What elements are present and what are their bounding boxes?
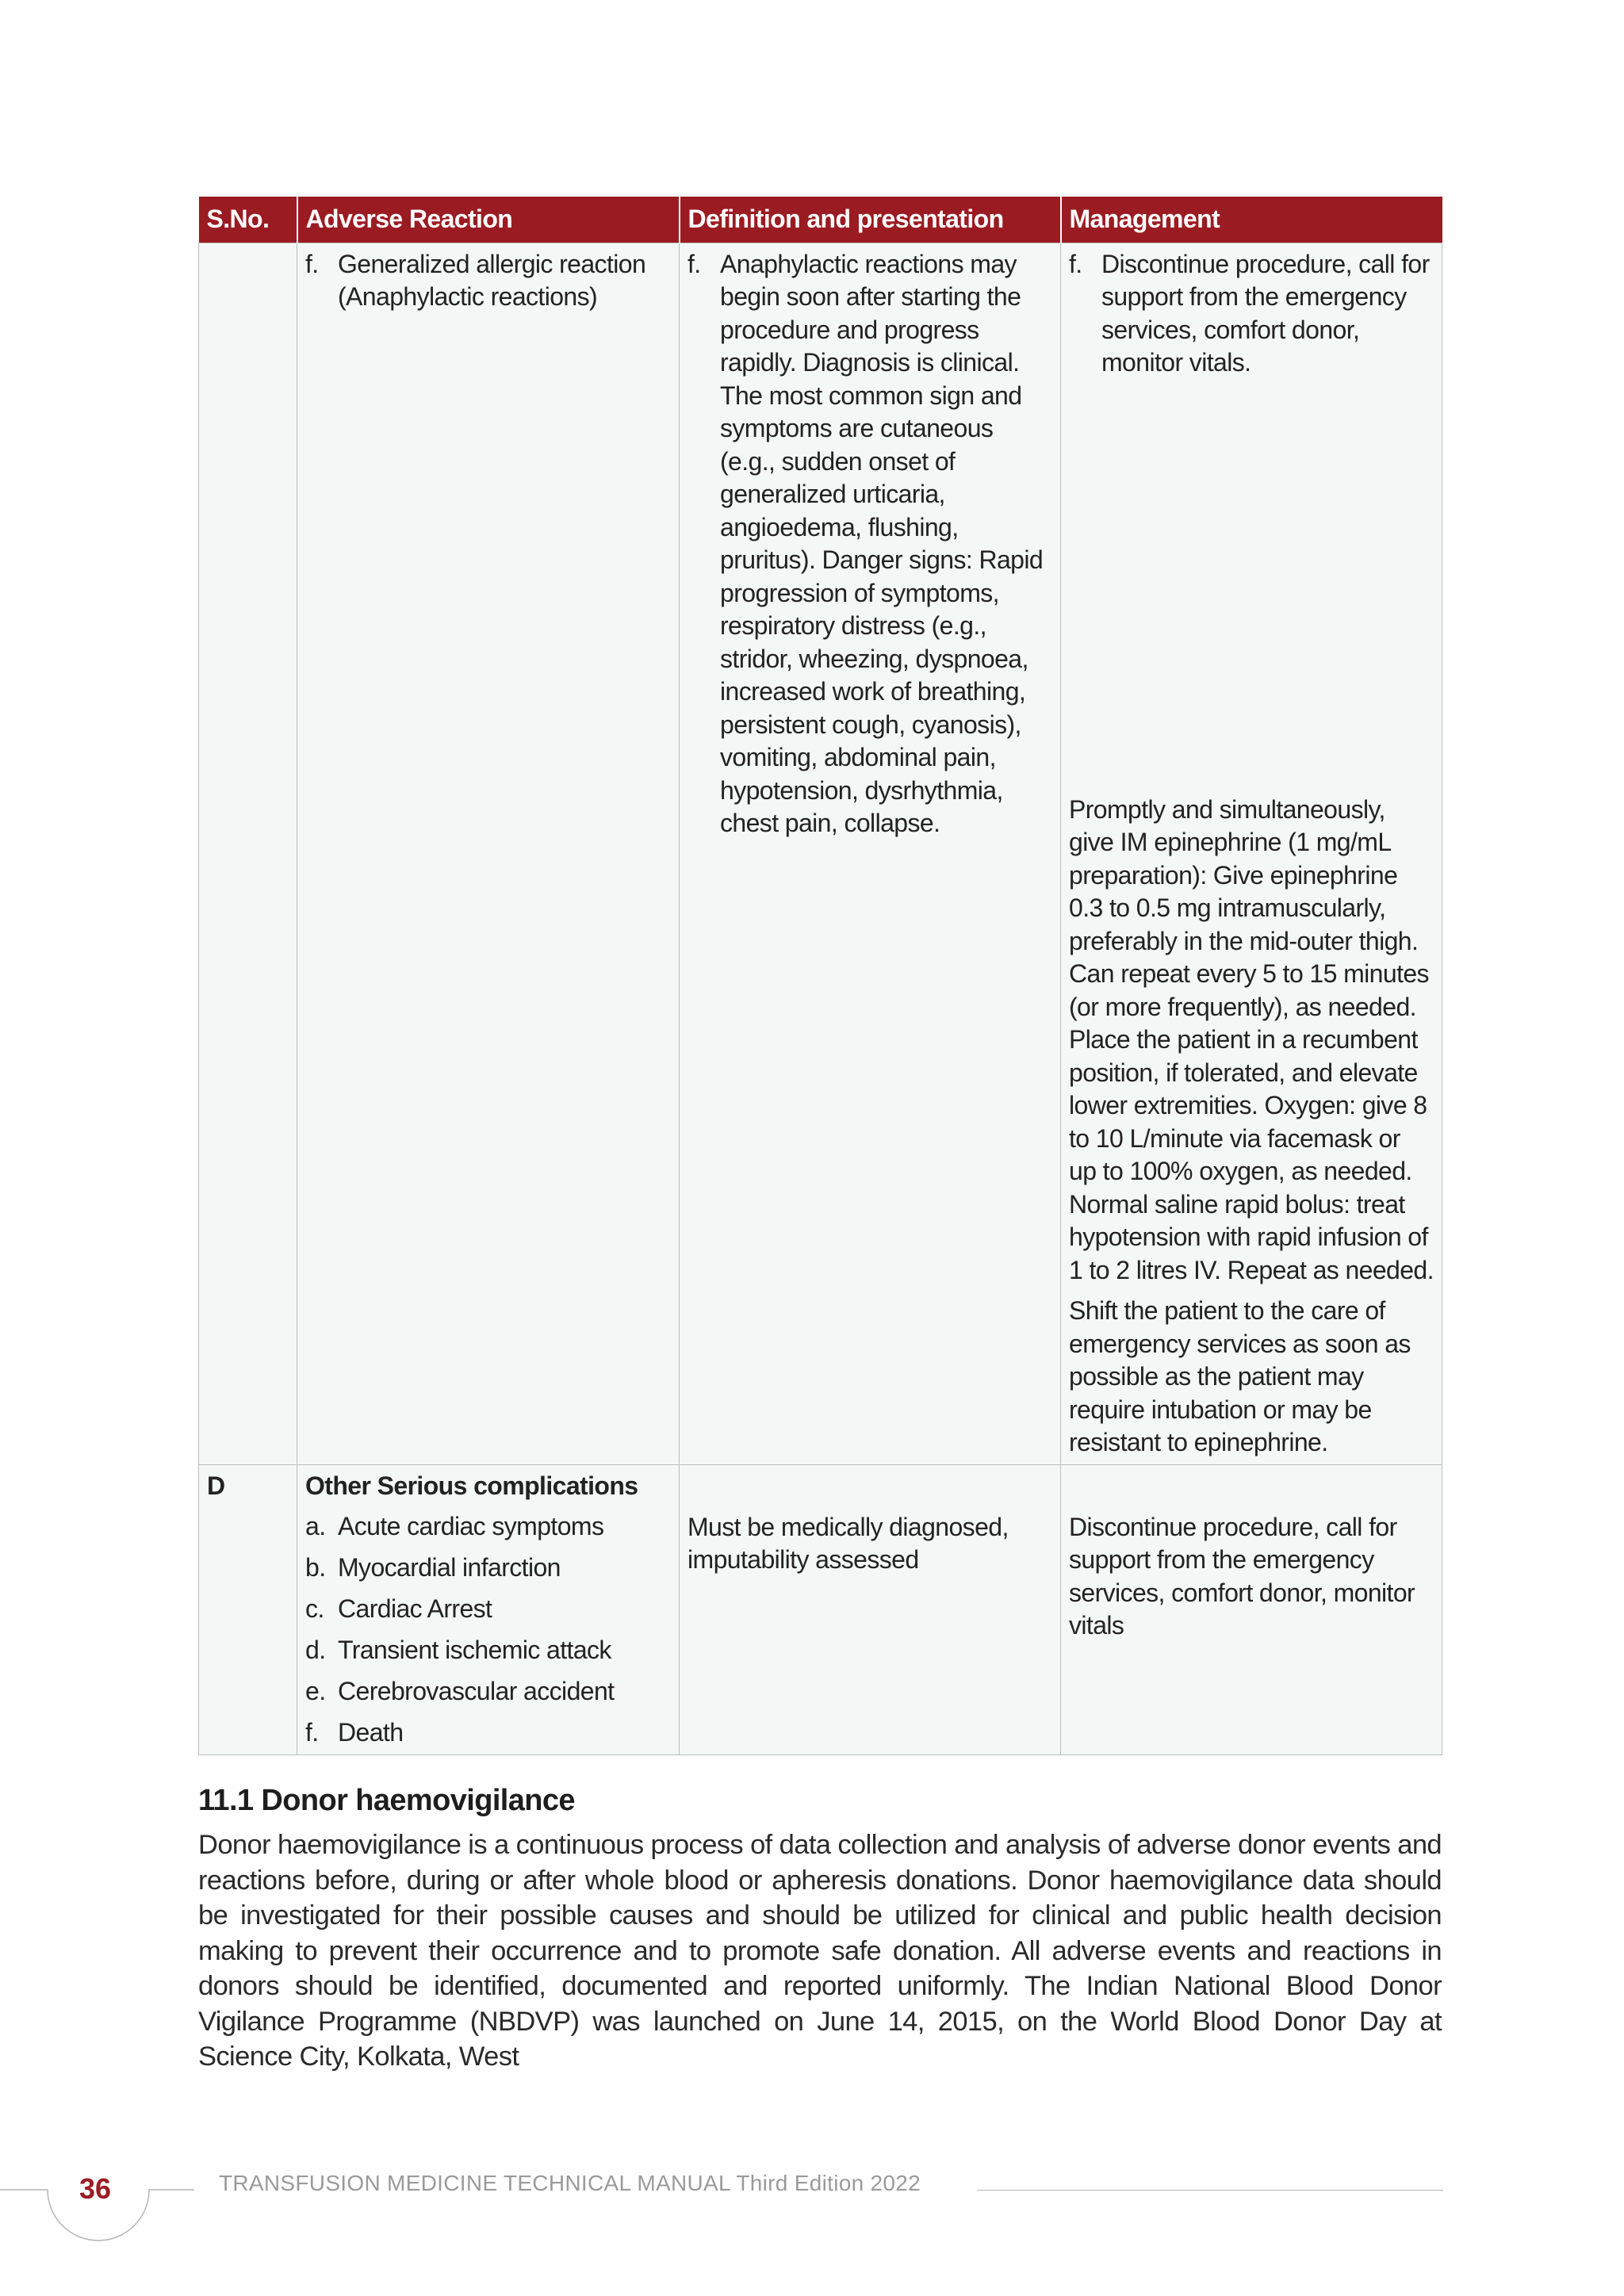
list-text: Myocardial infarction	[338, 1553, 561, 1582]
cell-management	[1061, 243, 1442, 1464]
list-text: Death	[338, 1718, 404, 1747]
header-sno: S.No.	[199, 197, 297, 243]
list-item	[305, 1510, 671, 1544]
list-item	[305, 248, 671, 314]
list-text: Cerebrovascular accident	[338, 1677, 615, 1705]
cell-sno: D	[199, 1464, 297, 1755]
list-text: Cardiac Arrest	[338, 1594, 492, 1623]
management-paragraph-epinephrine: Promptly and simultaneously, give IM epinephrine (1 mg/mL preparation): Give epinephrine 0.3 to 0.5 mg intramuscularly, preferably in the mid-outer thigh. Can repeat every 5 to 15 minutes (or more frequently), as needed. Place the patient in a recumbent position, if tolerated, and elevate lower extremities. Oxygen: give 8 to 10 L/minute via facemask or up to 100% oxygen, as needed. Normal saline rapid bolus: treat hypotension with rapid infusion of 1 to 2 litres IV. Repeat as needed.	[1069, 794, 1434, 1284]
cell-definition	[680, 1464, 1061, 1755]
list-marker: d.	[305, 1636, 326, 1664]
list-item	[305, 1675, 671, 1709]
cell-definition	[680, 243, 1061, 1464]
list-item	[305, 1552, 671, 1585]
list-marker: f.	[1069, 249, 1082, 278]
footer-title: TRANSFUSION MEDICINE TECHNICAL MANUAL Third Edition 2022	[219, 2171, 921, 2195]
list-marker: e.	[305, 1677, 326, 1705]
table-row-d	[199, 1464, 1442, 1755]
cell-management	[1061, 1464, 1442, 1755]
cell-reaction	[297, 1464, 680, 1755]
cell-reaction	[297, 243, 680, 1464]
management-paragraph-shift: Shift the patient to the care of emergency services as soon as possible as the patient may require intubation or may be resistant to epinephrine.	[1069, 1296, 1411, 1456]
donor-haemovigilance-section	[198, 1784, 1442, 2075]
list-marker: a.	[305, 1512, 326, 1540]
list-text: Acute cardiac symptoms	[338, 1512, 604, 1540]
header-management: Management	[1061, 197, 1442, 243]
page-footer	[0, 2156, 1624, 2244]
list-item	[1069, 248, 1434, 380]
section-body: Donor haemovigilance is a continuous process of data collection and analysis of adverse donor events and reactions before, during or after whole blood or apheresis donations. Donor haemovigilance data should be investigated for their possible causes and should be utilized for clinical and public health decision making to prevent their occurrence and to promote safe donation. All adverse events and reactions in donors should be identified, documented and reported uniformly. The Indian National Blood Donor Vigilance Programme (NBDVP) was launched on June 14, 2015, on the World Blood Donor Day at Science City, Kolkata, West	[198, 1830, 1442, 2072]
list-item	[305, 1634, 671, 1667]
list-marker: f.	[688, 249, 701, 278]
list-item	[305, 1716, 671, 1750]
section-heading: 11.1 Donor haemovigilance	[198, 1784, 575, 1817]
group-title: Other Serious complications	[305, 1471, 638, 1500]
list-marker: b.	[305, 1553, 326, 1582]
management-text: Discontinue procedure, call for support from the emergency services, comfort donor, monitor vitals	[1069, 1512, 1415, 1640]
cell-sno	[199, 243, 297, 1464]
adverse-reactions-table	[198, 197, 1442, 1755]
table	[198, 197, 1442, 1755]
management-text: Discontinue procedure, call for support from the emergency services, comfort donor, monitor vitals.	[1101, 249, 1430, 377]
definition-text: Anaphylactic reactions may begin soon after starting the procedure and progress rapidly. Diagnosis is clinical. The most common sign and symptoms are cutaneous (e.g., sudden onset of generalized urticaria, angioedema, flushing, pruritus). Danger signs: Rapid progression of symptoms, respiratory distress (e.g., stridor, wheezing, dyspnoea, increased work of breathing, persistent cough, cyanosis), vomiting, abdominal pain, hypotension, dysrhythmia, chest pain, collapse.	[720, 249, 1044, 837]
page-number: 36	[79, 2172, 112, 2205]
list-marker: c.	[305, 1594, 324, 1623]
list-item	[305, 1593, 671, 1626]
footer-rule	[977, 2190, 1443, 2191]
table-header-row	[199, 197, 1442, 243]
list-marker: f.	[305, 249, 319, 278]
definition-text: Must be medically diagnosed, imputability assessed	[688, 1512, 1009, 1574]
header-adverse-reaction: Adverse Reaction	[297, 197, 680, 243]
list-item	[688, 248, 1052, 840]
table-row-f	[199, 243, 1442, 1464]
list-text: Transient ischemic attack	[338, 1636, 611, 1664]
reaction-text: Generalized allergic reaction (Anaphylactic reactions)	[338, 249, 646, 311]
list-marker: f.	[305, 1718, 319, 1747]
header-definition: Definition and presentation	[680, 197, 1061, 243]
